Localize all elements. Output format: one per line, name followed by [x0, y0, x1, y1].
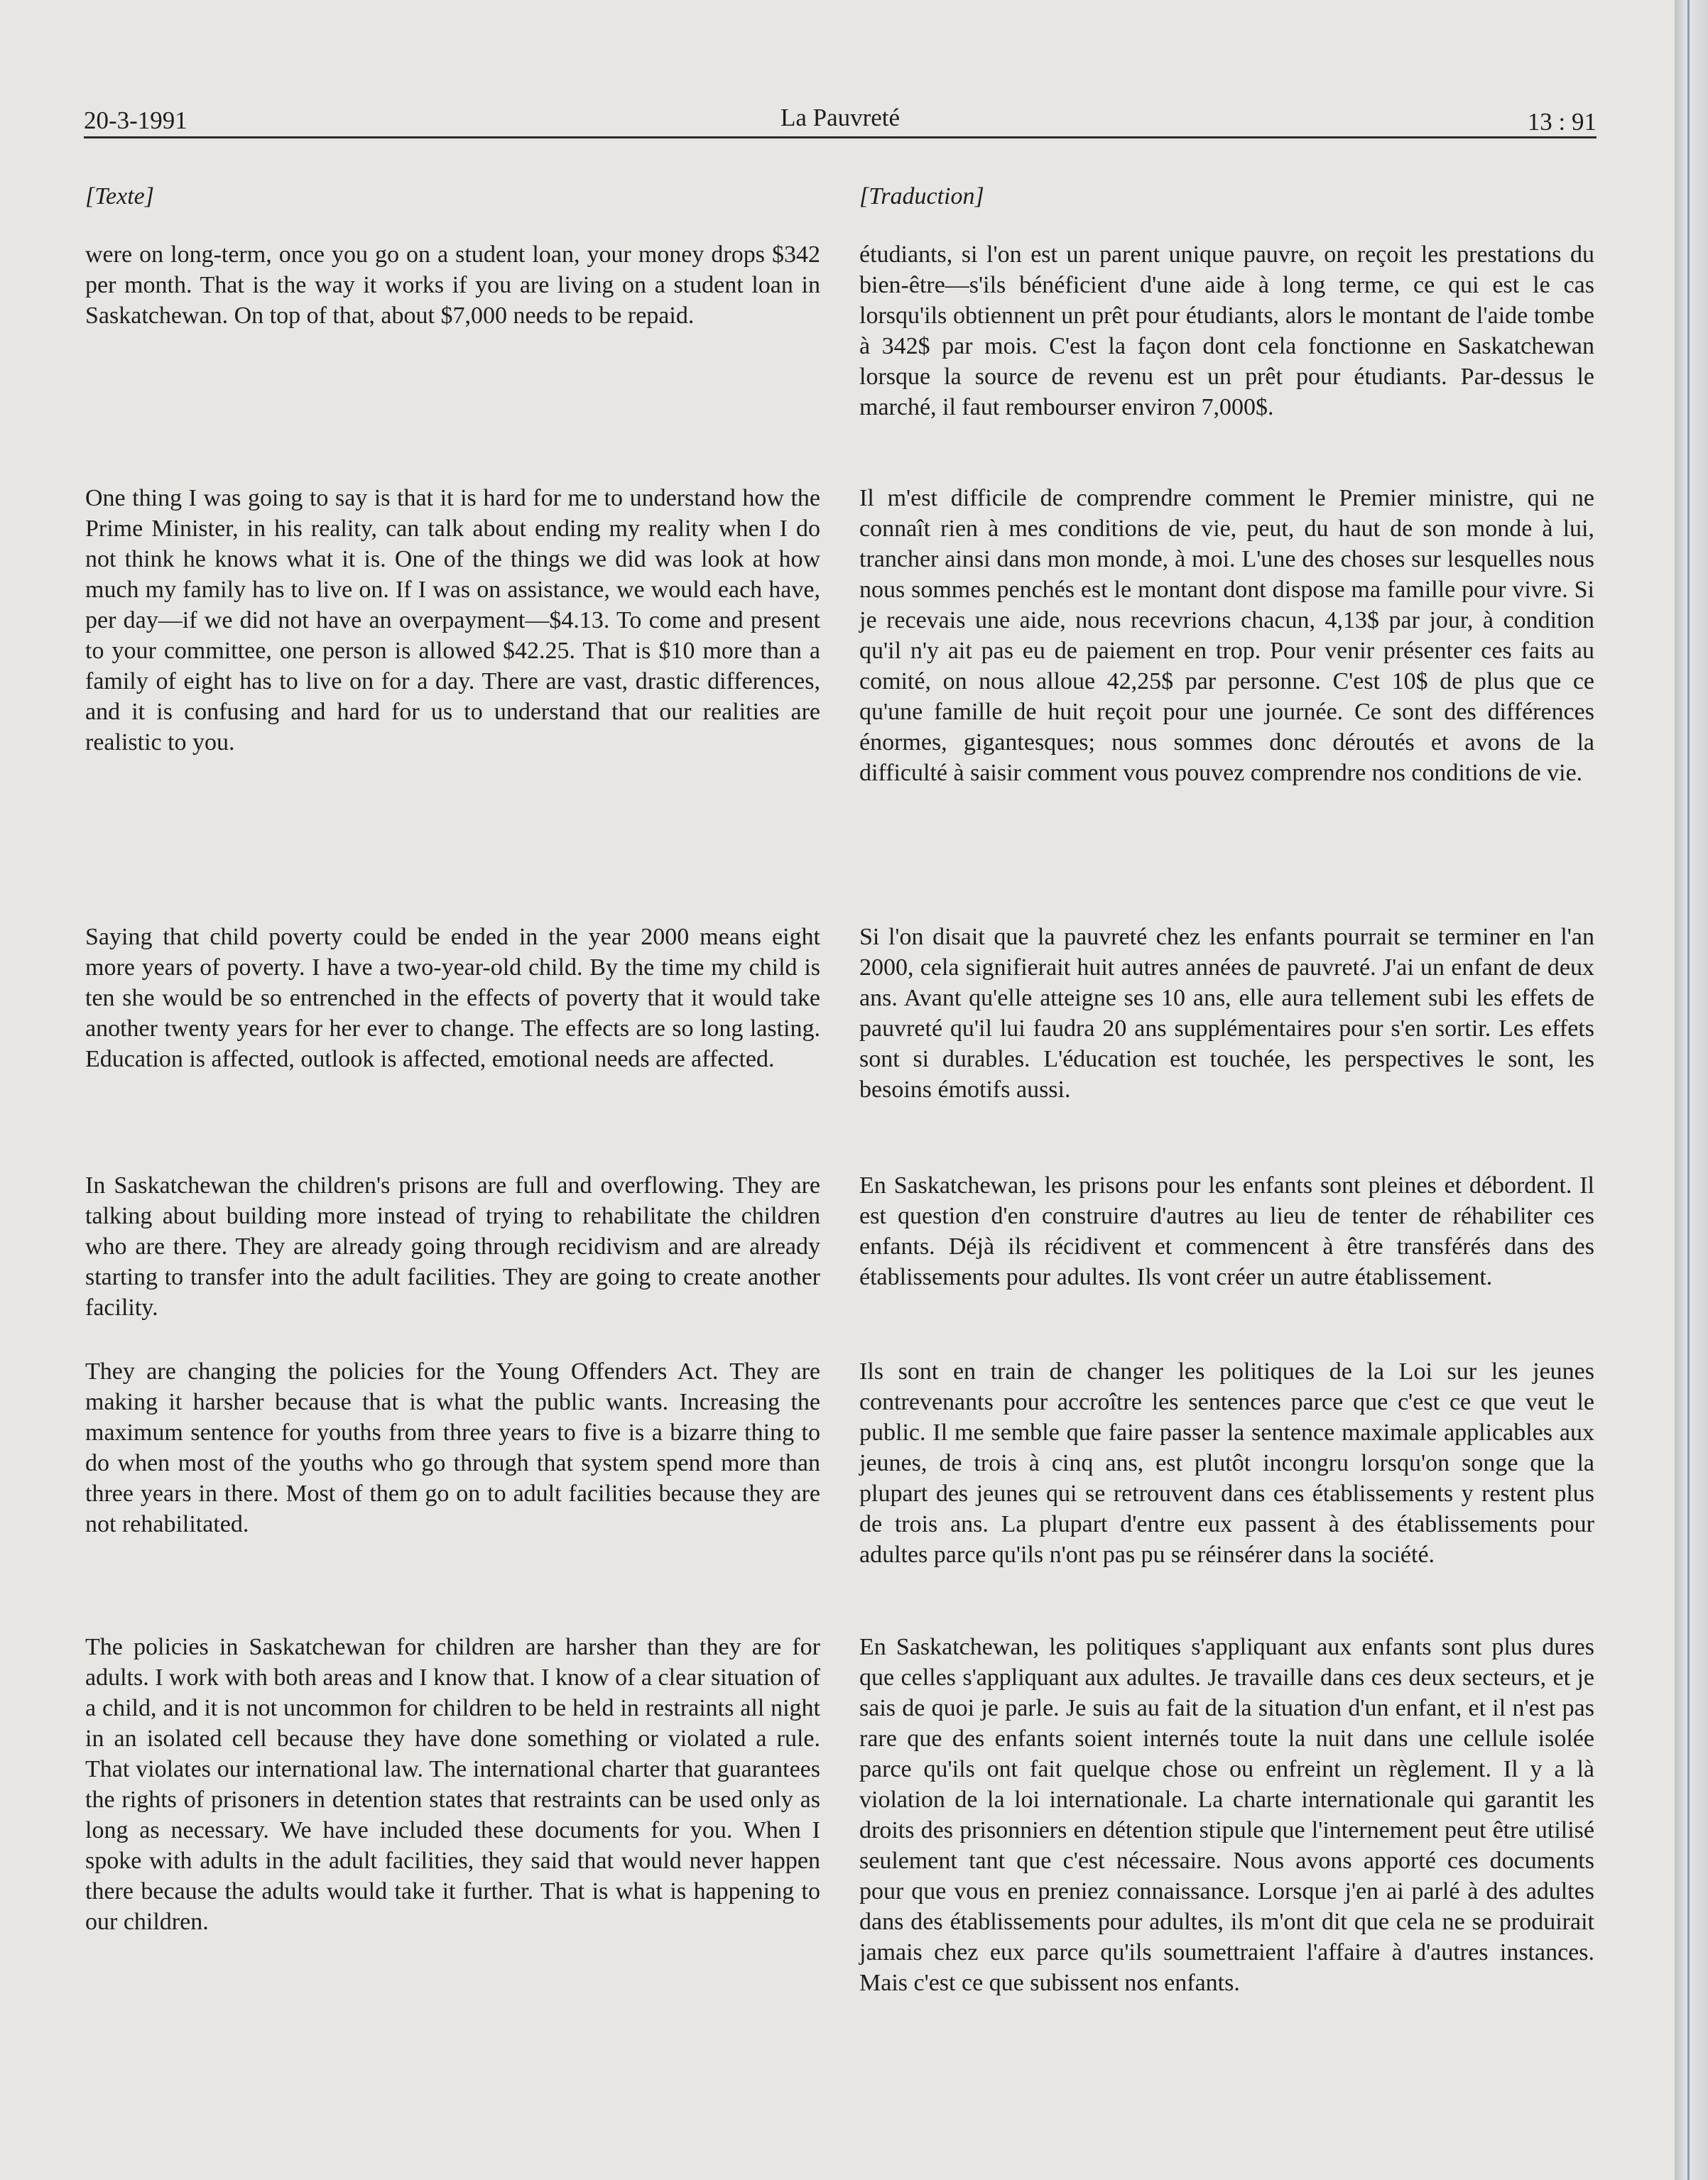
page-edge-line	[1687, 0, 1690, 2180]
paragraph: Il m'est difficile de comprendre comment le Premier ministre, qui ne connaît rien à mes conditions de vie, peut, du haut de son monde à lui, trancher ainsi dans mon monde, à moi. L'une des choses sur lesquelles nous nous sommes penchés est le montant dont dispose ma famille pour vivre. Si je recevais une aide, nous recevrions chacun, 4,13$ par jour, à condition qu'il n'y ait pas eu de paiement en trop. Pour venir présenter ces faits au comité, on nous alloue 42,25$ par personne. C'est 10$ de plus que ce qu'une famille de huit reçoit pour une journée. Ce sont des différences énormes, gigantesques; nous sommes donc déroutés et avons de la difficulté à saisir comment vous pouvez comprendre nos conditions de vie.	[859, 485, 1594, 786]
header-rule	[84, 136, 1597, 138]
header-date: 20-3-1991	[84, 107, 187, 134]
column-label-texte: [Texte]	[85, 183, 154, 209]
paragraph: Ils sont en train de changer les politiques de la Loi sur les jeunes contrevenants pour accroître les sentences parce que c'est ce que veut le public. Il me semble que faire passer la sentence maximale applicables aux jeunes, de trois à cinq ans, est plutôt incongru lorsqu'on songe que la plupart des jeunes qui se retrouvent dans ces établissements y restent plus de trois ans. La plupart d'entre eux passent à des établissements pour adultes parce qu'ils n'ont pas pu se réinsérer dans la société.	[859, 1358, 1594, 1568]
paragraph: were on long-term, once you go on a student loan, your money drops $342 per month. That is the way it works if you are living on a student loan in Saskatchewan. On top of that, about $7,000 needs to be repaid.	[85, 241, 820, 329]
paragraph: One thing I was going to say is that it is hard for me to understand how the Prime Minister, in his reality, can talk about ending my reality when I do not think he knows what it is. One of the things we did was look at how much my family has to live on. If I was on assistance, we would each have, per day—if we did not have an overpayment—$4.13. To come and present to your committee, one person is allowed $42.25. That is $10 more than a family of eight has to live on for a day. There are vast, drastic differences, and it is confusing and hard for us to understand that our realities are realistic to you.	[85, 485, 820, 756]
header-page-number: 13 : 91	[1527, 108, 1597, 136]
paragraph: They are changing the policies for the Young Offenders Act. They are making it harsher because that is what the public wants. Increasing the maximum sentence for youths from three years to five is a bizarre thing to do when most of the youths who go through that system spend more than three years in there. Most of them go on to adult facilities because they are not rehabilitated.	[85, 1358, 820, 1537]
left-column-english	[85, 181, 820, 1935]
paragraph: En Saskatchewan, les prisons pour les enfants sont pleines et débordent. Il est question d'en construire d'autres au lieu de tenter de réhabiliter ces enfants. Déjà ils récidivent et commencent à être transférés dans des établissements pour adultes. Ils vont créer un autre établissement.	[859, 1172, 1594, 1290]
paragraph: The policies in Saskatchewan for children are harsher than they are for adults. I work with both areas and I know that. I know of a clear situation of a child, and it is not uncommon for children to be held in restraints all night in an isolated cell because they have done something or violated a rule. That violates our international law. The international charter that guarantees the rights of prisoners in detention states that restraints can be used only as long as necessary. We have included these documents for you. When I spoke with adults in the adult facilities, they said that would never happen there because the adults would take it further. That is what is happening to our children.	[85, 1634, 820, 1935]
paragraph: In Saskatchewan the children's prisons are full and overflowing. They are talking about building more instead of trying to rehabilitate the children who are there. They are already going through recidivism and are already starting to transfer into the adult facilities. They are going to create another facility.	[85, 1172, 820, 1321]
right-column-french	[859, 181, 1594, 1996]
column-label-traduction: [Traduction]	[859, 183, 984, 209]
paragraph: En Saskatchewan, les politiques s'appliquant aux enfants sont plus dures que celles s'appliquant aux adultes. Je travaille dans ces deux secteurs, et je sais de quoi je parle. Je suis au fait de la situation d'un enfant, et il n'est pas rare que des enfants soient internés toute la nuit dans une cellule isolée parce qu'ils ont fait quelque chose ou enfreint un règlement. Il y a là violation de la loi internationale. La charte internationale qui garantit les droits des prisonniers en détention stipule que l'internement peut être utilisé seulement tant que c'est nécessaire. Nous avons apporté ces documents pour que vous en preniez connaissance. Lorsque j'en ai parlé à des adultes dans des établissements pour adultes, ils m'ont dit que cela ne se produirait jamais chez eux parce qu'ils soumettraient l'affaire à d'autres instances. Mais c'est ce que subissent nos enfants.	[859, 1634, 1594, 1996]
paragraph: Si l'on disait que la pauvreté chez les enfants pourrait se terminer en l'an 2000, cela signifierait huit autres années de pauvreté. J'ai un enfant de deux ans. Avant qu'elle atteigne ses 10 ans, elle aura tellement subi les effets de pauvreté qu'il lui faudra 20 ans supplémentaires pour s'en sortir. Les effets sont si durables. L'éducation est touchée, les perspectives le sont, les besoins émotifs aussi.	[859, 924, 1594, 1103]
paragraph: étudiants, si l'on est un parent unique pauvre, on reçoit les prestations du bien-être—s'ils bénéficient d'une aide à long terme, ce qui est le cas lorsqu'ils obtiennent un prêt pour étudiants, alors le montant de l'aide tombe à 342$ par mois. C'est la façon dont cela fonctionne en Saskatchewan lorsque la source de revenu est un prêt pour étudiants. Par-dessus le marché, il faut rembourser environ 7,000$.	[859, 241, 1594, 420]
paragraph: Saying that child poverty could be ended in the year 2000 means eight more years of poverty. I have a two-year-old child. By the time my child is ten she would be so entrenched in the effects of poverty that it would take another twenty years for her ever to change. The effects are so long lasting. Education is affected, outlook is affected, emotional needs are affected.	[85, 924, 820, 1072]
page-edge	[1675, 0, 1708, 2180]
header-title: La Pauvreté	[780, 104, 901, 131]
running-header	[84, 99, 1597, 139]
